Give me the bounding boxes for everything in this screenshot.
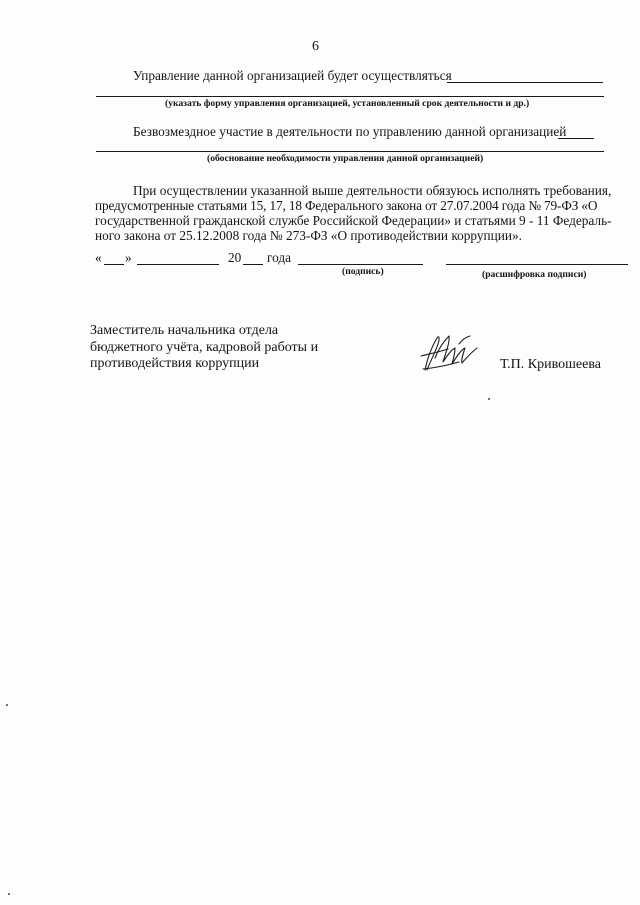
signatory-name: Т.П. Кривошеева <box>500 357 601 372</box>
participation-fill-line <box>558 138 594 139</box>
transcript-line <box>446 264 628 265</box>
page-number: 6 <box>312 39 319 54</box>
participation-label: Безвозмездное участие в деятельности по управлению данной организацией <box>133 124 567 139</box>
scan-speck <box>6 704 8 706</box>
signature-caption: (подпись) <box>342 266 384 277</box>
signature-line <box>298 264 423 265</box>
obligation-line-4: ного закона от 25.12.2008 года № 273-ФЗ «О противодействии коррупции». <box>95 228 522 243</box>
transcript-caption: (расшифровка подписи) <box>482 269 587 280</box>
handwritten-signature <box>415 326 485 376</box>
date-year-prefix: 20 <box>228 250 242 265</box>
date-year-line <box>243 264 263 265</box>
management-second-line <box>96 96 604 97</box>
scan-speck <box>8 893 10 895</box>
date-month-line <box>137 264 219 265</box>
participation-hint: (обоснование необходимости управления данной организацией) <box>207 153 484 164</box>
signatory-position-line-3: противодействия коррупции <box>90 356 260 371</box>
signatory-position-line-2: бюджетного учёта, кадровой работы и <box>90 340 319 355</box>
date-day-line <box>104 264 124 265</box>
obligation-line-2: предусмотренные статьями 15, 17, 18 Федерального закона от 27.07.2004 года № 79-ФЗ «О <box>95 198 598 213</box>
obligation-line-3: государственной гражданской службе Российской Федерации» и статьями 9 - 11 Федераль- <box>95 213 612 228</box>
management-fill-line <box>447 82 603 83</box>
management-hint: (указать форму управления организацией, установленный срок деятельности и др.) <box>165 98 530 109</box>
management-label: Управление данной организацией будет осуществляться <box>133 68 452 83</box>
date-quote-close: » <box>125 250 132 265</box>
date-year-suffix: года <box>267 250 292 265</box>
obligation-line-1: При осуществлении указанной выше деятельности обязуюсь исполнять требования, <box>133 183 612 198</box>
scan-speck <box>488 398 490 400</box>
signatory-position-line-1: Заместитель начальника отдела <box>90 323 279 338</box>
date-quote-open: « <box>95 250 102 265</box>
participation-second-line <box>96 151 604 152</box>
